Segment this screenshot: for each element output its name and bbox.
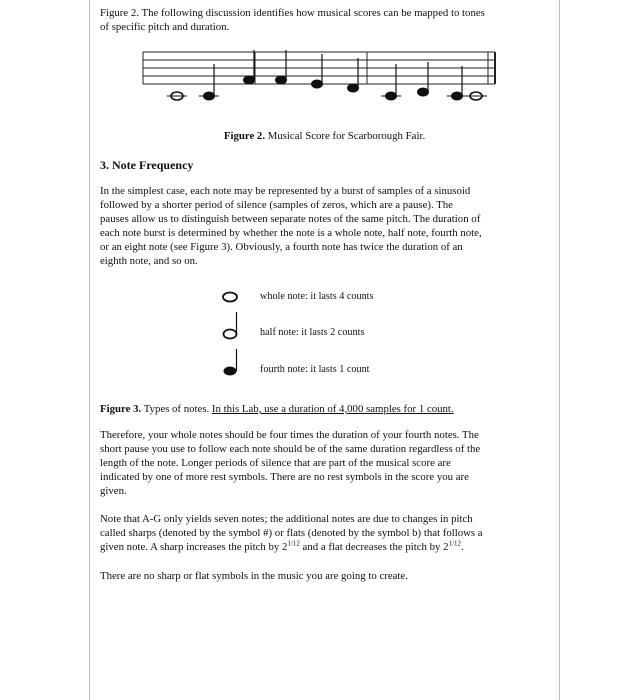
paragraph-line: eighth note, and so on. [100, 255, 198, 267]
legend-whole-note: whole note: it lasts 4 counts [260, 291, 374, 302]
paragraph-line: Note that A-G only yields seven notes; the additional notes are due to changes in pitch [100, 513, 473, 525]
musical-score-figure [141, 44, 501, 120]
paragraph-line: In the simplest case, each note may be represented by a burst of samples of a sinusoid [100, 185, 471, 197]
fourth-note-icon [224, 367, 237, 376]
fourth-note [418, 88, 429, 96]
paragraph-line: called sharps (denoted by the symbol #) or flats (denoted by the symbol b) that follows a [100, 527, 483, 539]
paragraph-line: pauses allow us to distinguish between separate notes of the same pitch. The duration of [100, 213, 481, 225]
paragraph-line: followed by a shorter period of silence (samples of zeros, which are a pause). The [100, 199, 453, 211]
document-page [89, 0, 560, 700]
paragraph-line: There are no sharp or flat symbols in the music you are going to create. [100, 570, 408, 582]
figure2-intro-line1: Figure 2. The following discussion identifies how musical scores can be mapped to tones [100, 7, 485, 19]
paragraph-line: or an eight note (see Figure 3). Obviously, a fourth note has twice the duration of an [100, 241, 463, 253]
fourth-note [312, 80, 323, 88]
note-legend-icons [218, 284, 248, 384]
figure2-caption: Figure 2. Musical Score for Scarborough Fair. [223, 130, 426, 142]
fourth-note [386, 92, 397, 100]
whole-note-icon [223, 293, 237, 302]
figure3-caption: Figure 3. Types of notes. In this Lab, use a duration of 4,000 samples for 1 count. [100, 403, 454, 415]
paragraph-line-with-exponents: given note. A sharp increases the pitch by $2^{1/12}$ and a flat decreases the pitch by $2^{1/12}$. [100, 539, 464, 553]
fourth-note [204, 92, 215, 100]
paragraph-line: indicated by one of more rest symbols. There are no rest symbols in the score you are [100, 471, 469, 483]
figure2-intro-line2: of specific pitch and duration. [100, 21, 230, 33]
paragraph-line: short pause you use to follow each note should be of the same duration regardless of the [100, 443, 481, 455]
paragraph-line: Therefore, your whole notes should be four times the duration of your fourth notes. The [100, 429, 479, 441]
legend-half-note: half note: it lasts 2 counts [260, 327, 365, 338]
legend-fourth-note: fourth note: it lasts 1 count [260, 364, 370, 375]
note-group [167, 50, 487, 100]
fourth-note [348, 84, 359, 92]
paragraph-line: each note burst is determined by whether the note is a whole note, half note, fourth note, [100, 227, 482, 239]
section-title: 3. Note Frequency [100, 158, 194, 172]
fourth-note [244, 76, 255, 84]
paragraph-line: given. [100, 485, 127, 497]
paragraph-line: length of the note. Longer periods of silence that are part of the musical score are [100, 457, 451, 469]
fourth-note [276, 76, 287, 84]
fourth-note [452, 92, 463, 100]
half-note-icon [224, 330, 237, 339]
